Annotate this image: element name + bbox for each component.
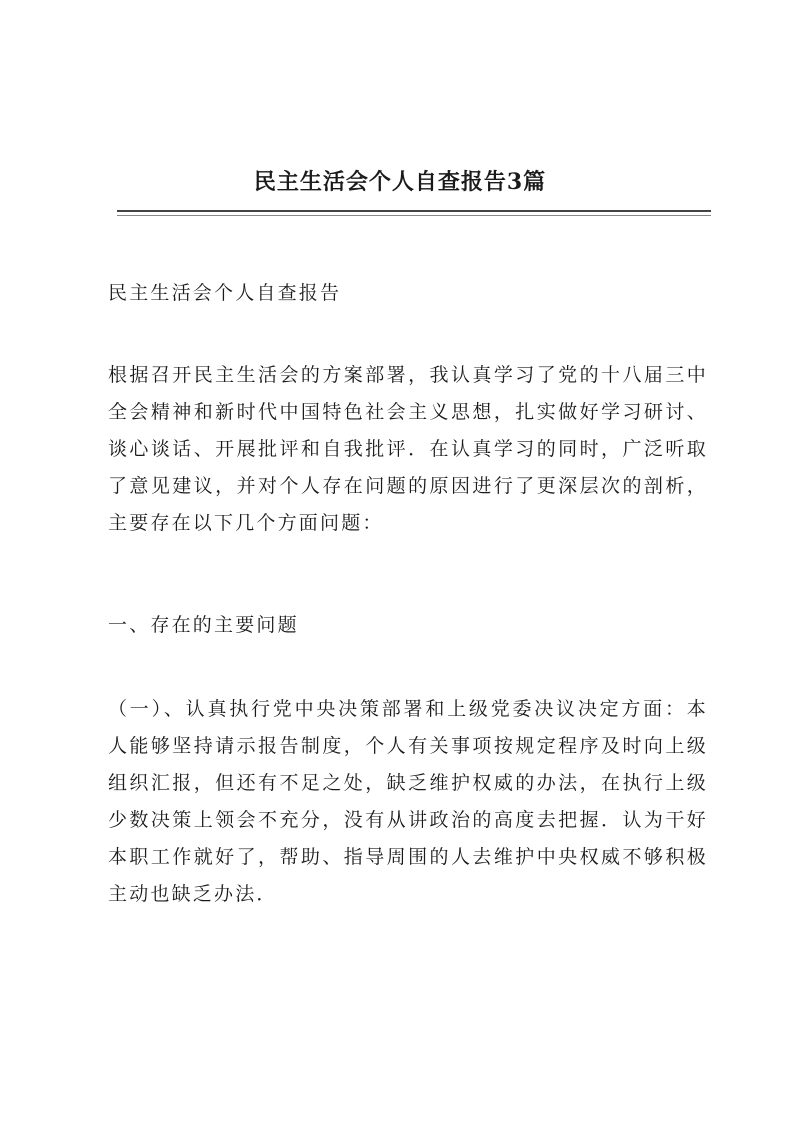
title-divider-secondary [117,215,711,216]
intro-paragraph: 根据召开民主生活会的方案部署，我认真学习了党的十八届三中全会精神和新时代中国特色社会主义思想，扎实做好学习研讨、谈心谈话、开展批评和自我批评．在认真学习的同时，广泛听取了意见建议，并对个人存在问题的原因进行了更深层次的剖析，主要存在以下几个方面问题： [108,364,708,534]
section-heading: 一、存在的主要问题 [108,614,299,636]
document-title: 民主生活会个人自查报告3篇 [253,169,547,195]
body-paragraph: （一）、认真执行党中央决策部署和上级党委决议决定方面：本人能够坚持请示报告制度，个人有关事项按规定程序及时向上级组织汇报，但还有不足之处，缺乏维护权威的办法，在执行上级少数决策上领会不充分，没有从讲政治的高度去把握．认为干好本职工作就好了，帮助、指导周围的人去维护中央权威不够积极主动也缺乏办法． [108,698,708,905]
report-subtitle: 民主生活会个人自查报告 [108,282,342,304]
title-divider [117,210,711,212]
